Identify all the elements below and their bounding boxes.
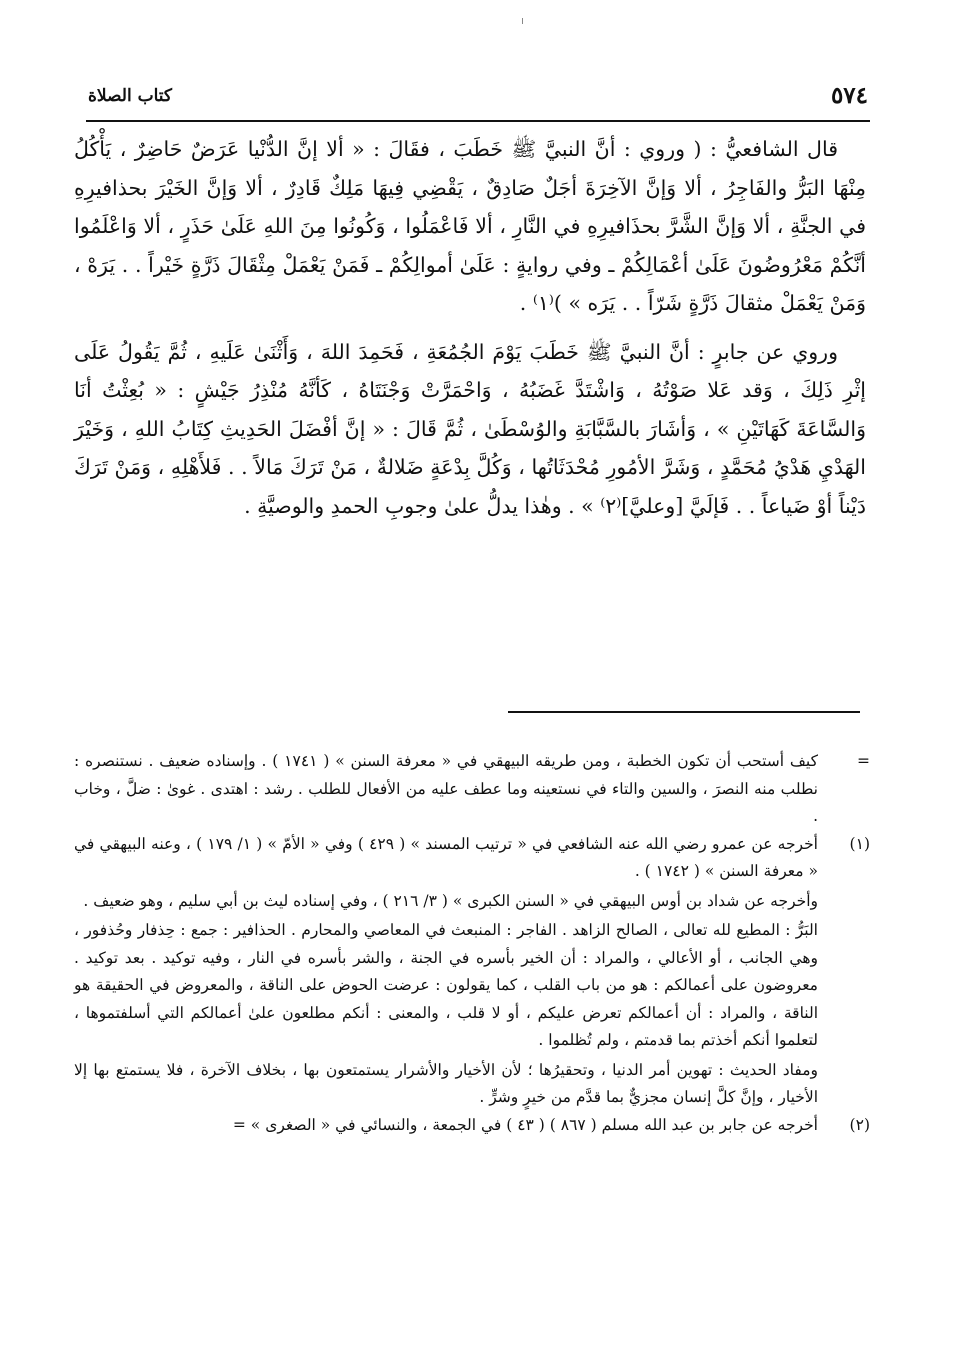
page-number: ٥٧٤ <box>830 82 868 109</box>
top-tick-mark <box>522 18 523 24</box>
book-title: كتاب الصلاة <box>88 86 173 106</box>
footnotes <box>74 748 870 1139</box>
footnote-paragraph: وأخرجه عن شداد بن أوس البيهقي في « السنن الكبرى » ( ٣/ ٢١٦ ) ، وفي إسناده ليث بن أبي سليم ، وهو ضعيف . <box>83 891 818 910</box>
footnote-paragraph: كيف أستحب أن تكون الخطبة ، ومن طريقه البيهقي في « معرفة السنن » ( ١٧٤١ ) . وإسناده ضعيف . نستنصره : نطلب منه النصرَ ، والسين والتاء في نستعينه وما عطف عليه من الأفعال للطلب . رشد : اهتدى . غوىٰ : ضلَّ ، وخاب . <box>74 752 818 825</box>
footnote-2 <box>74 1112 870 1140</box>
footnote-marker: = <box>857 752 870 770</box>
main-paragraph-1: قال الشافعيُّ : ( وروي : أنَّ النبيَّ ﷺ خَطَبَ ، فقَالَ : « ألا إنَّ الدُّنْيا عَرَضٌ حَاضِرٌ ، يَأْكُلُ مِنْهَا البَرُّ والفَاجِرُ ، ألا وَإنَّ الآخِرَةَ أجَلٌ صَادِقٌ ، يَقْضِي فِيهَا مَلِكٌ قَادِرٌ ، ألا وَإنَّ الخَيْرَ بحذافيرِهِ في الجنَّةِ ، ألا وَإنَّ الشَّرَّ بحذَافيرِهِ في النَّارِ ، ألا فَاعْمَلُوا ، وَكُونُوا مِنَ اللهِ عَلَىٰ حَذَرٍ ، ألا وَاعْلَمُوا أنَّكُمْ مَعْرُوضُونَ عَلَىٰ أعْمَالِكُمْ ـ وفي روايةٍ : عَلَىٰ أموالِكُمْ ـ فَمَنْ يَعْمَلْ مِثْقَالَ ذَرَّةٍ خَيْراً . . يَرَهْ ، وَمَنْ يَعْمَلْ مثقالَ ذَرَّةٍ شَرّاً . . يَرَه » )⁽١⁾ . <box>74 137 866 315</box>
main-paragraph-2: وروي عن جابرٍ : أنَّ النبيَّ ﷺ خَطَبَ يَوْمَ الجُمُعَةِ ، فَحَمِدَ اللهَ ، وَأَثْنَىٰ عَلَيهِ ، ثُمَّ يَقُولُ عَلَى إثْرِ ذَلِكَ ، وَقد عَلا صَوْتُهُ ، وَاشْتَدَّ غَضَبُهُ ، وَاحْمَرَّتْ وَجْنَتَاهُ ، كَأنَّهُ مُنْذِرُ جَيْشٍ : « بُعِثْتُ أنَا وَالسَّاعَةَ كَهَاتَيْنِ » ، وَأشَارَ بالسَّبَّابَةِ والوُسْطَىٰ ، ثُمَّ قَالَ : « إنَّ أفْضَلَ الحَدِيثِ كِتَابُ اللهِ ، وَخَيْرَ الهَدْيِ هَدْيُ مُحَمَّدٍ ، وَشَرَّ الأمُورِ مُحْدَثَاتُها ، وَكُلَّ بِدْعَةٍ ضَلالةٌ ، مَنْ تَرَكَ مَالاً . . فَلأَهْلِهِ ، وَمَنْ تَرَكَ دَيْناً أوْ ضَياعاً . . فَإلَيَّ [وعليَّ]⁽٢⁾ » . وهٰذا يدلُّ علىٰ وجوبِ الحمدِ والوصيَّةِ . <box>74 339 866 518</box>
footnote-paragraph: البَرُّ : المطيع لله تعالى ، الصالح الزاهد . الفاجر : المنبعث في المعاصي والمحارم . الحذافير : جمع : حِذفار وحُذفور ، وهي الجانب ، أو الأعالي ، والمراد : أن الخير بأسره في الجنة ، والشر بأسره في النار ، وفيه توكيد . بعد توكيد . معروضون على أعمالكم : هو من باب القلب ، كما يقولون : عرضت الحوض على الناقة ، والمعروض في الحقيقة هو الناقة ، والمراد : أن أعمالكم تعرض عليكم ، أو لا قلب ، والمعنى : أنكم مطلعون علىٰ أعمالكم التي أسلفتموها ، لتعلموا أنكم أخذتم بما قدمتم ، ولم تُظلموا . <box>74 921 818 1049</box>
footnote-paragraph: ومفاد الحديث : تهوين أمر الدنيا ، وتحقيرُها ؛ لأن الأخيار والأشرار يستمتعون بها ، بخلاف الآخرة ، فلا يستمتع بها إلا الأخيار ، وإنَّ كلَّ إنسان مجزيٌّ بما قدَّم من خيرٍ وشرٍّ . <box>74 1060 818 1106</box>
footnote-marker: (٢) <box>849 1115 870 1134</box>
page-header <box>88 82 868 112</box>
footnote-continuation <box>74 748 870 831</box>
footnote-1 <box>74 831 870 1112</box>
footnote-marker: (١) <box>849 834 870 853</box>
main-text <box>74 130 866 525</box>
footnote-separator <box>508 711 860 713</box>
footnote-paragraph: أخرجه عن عمرو رضي الله عنه الشافعي في « ترتيب المسند » ( ٤٢٩ ) وفي « الأمّ » ( ١/ ١٧٩ ) ، وعنه البيهقي في « معرفة السنن » ( ١٧٤٢ ) . <box>74 834 818 880</box>
footnote-paragraph: أخرجه عن جابر بن عبد الله مسلم ( ٨٦٧ ) ( ٤٣ ) في الجمعة ، والنسائي في « الصغرى » = <box>232 1115 818 1134</box>
header-rule <box>86 120 870 122</box>
